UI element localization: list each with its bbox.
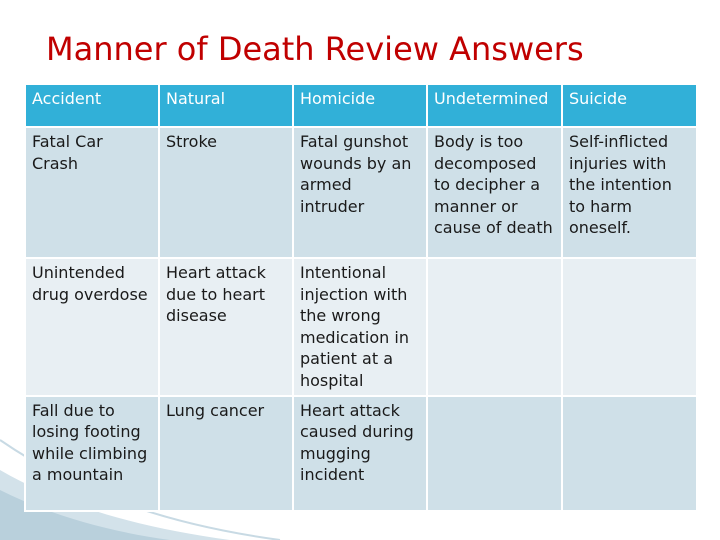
table-cell: Intentional injection with the wrong medication in patient at a hospital [293,258,427,396]
table-cell: Stroke [159,127,293,258]
table-cell [427,258,562,396]
table-header-row [25,84,697,127]
table-cell: Fatal gunshot wounds by an armed intruder [293,127,427,258]
table-row [25,396,697,511]
table-cell: Heart attack caused during mugging incident [293,396,427,511]
table-cell: Lung cancer [159,396,293,511]
manner-of-death-table [24,83,698,512]
table-cell: Fatal Car Crash [25,127,159,258]
table-cell: Self-inflicted injuries with the intention to harm oneself. [562,127,697,258]
header-natural: Natural [159,84,293,127]
table-cell [562,396,697,511]
table-cell: Body is too decomposed to decipher a manner or cause of death [427,127,562,258]
header-accident: Accident [25,84,159,127]
header-homicide: Homicide [293,84,427,127]
table-cell: Unintended drug overdose [25,258,159,396]
table-row [25,127,697,258]
header-undetermined: Undetermined [427,84,562,127]
table-cell: Heart attack due to heart disease [159,258,293,396]
table-cell: Fall due to losing footing while climbing a mountain [25,396,159,511]
table-row [25,258,697,396]
header-suicide: Suicide [562,84,697,127]
table-cell [562,258,697,396]
slide-title: Manner of Death Review Answers [46,30,584,68]
table-cell [427,396,562,511]
